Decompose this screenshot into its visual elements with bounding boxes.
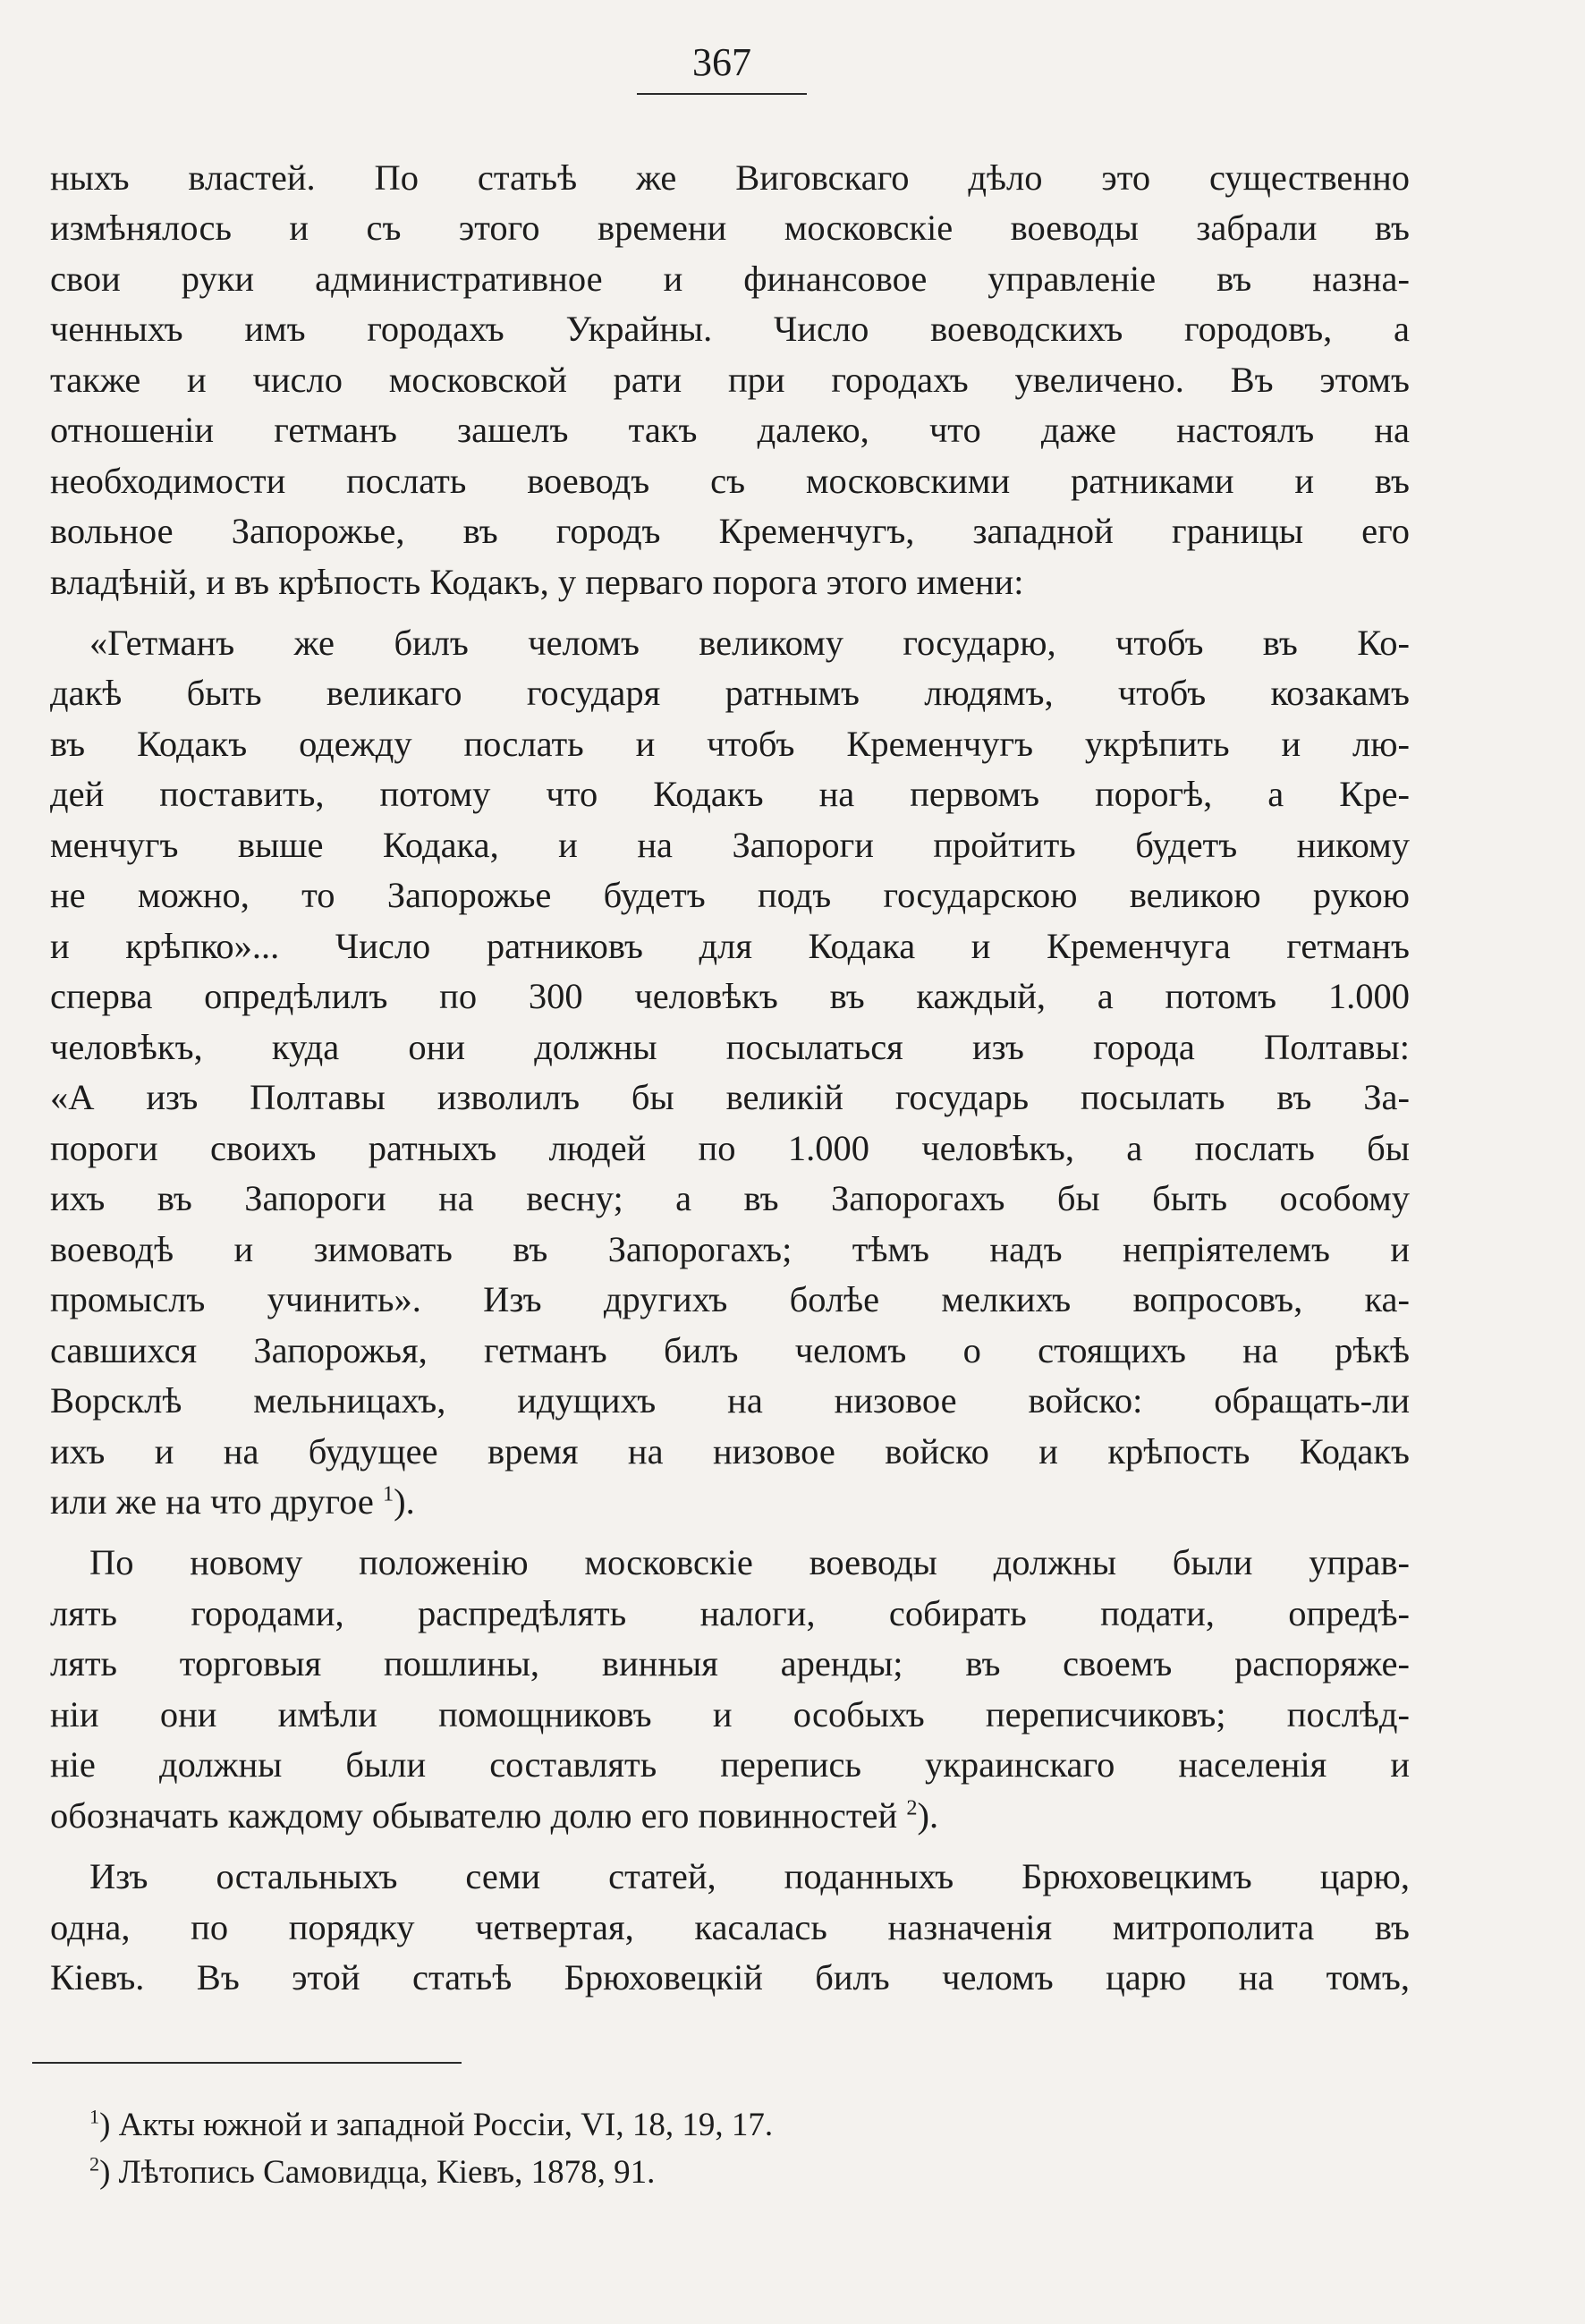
text-line: промыслъ учинить». Изъ другихъ болѣе мелкихъ вопросовъ, ка- xyxy=(50,1279,1410,1319)
text-line: также и число московской рати при городахъ увеличено. Въ этомъ xyxy=(50,360,1410,400)
footnote-ref-close: ). xyxy=(394,1481,415,1522)
footnote-marker-paren: ) xyxy=(99,2154,111,2191)
footnote-ref: 1 xyxy=(382,1481,394,1506)
text-line-content: обозначать каждому обывателю долю его повинностей xyxy=(50,1795,898,1836)
text-line: отношеніи гетманъ зашелъ такъ далеко, что даже настоялъ на xyxy=(50,410,1410,450)
text-line xyxy=(50,1476,1410,1528)
text-line: не можно, то Запорожье будетъ подъ государскою великою рукою xyxy=(50,875,1410,915)
text-line: измѣнялось и съ этого времени московскіе воеводы забрали въ xyxy=(50,208,1410,248)
footnote-marker: 2 xyxy=(89,2152,100,2176)
text-line: лять городами, распредѣлять налоги, собирать подати, опредѣ- xyxy=(50,1593,1410,1633)
text-line: пороги своихъ ратныхъ людей по 1.000 человѣкъ, а послать бы xyxy=(50,1128,1410,1168)
text-line: воеводѣ и зимовать въ Запорогахъ; тѣмъ надъ непріятелемъ и xyxy=(50,1229,1410,1269)
text-line-content: или же на что другое xyxy=(50,1481,374,1522)
footnote-text: Акты южной и западной Россіи, VI, 18, 19, 17. xyxy=(118,2107,774,2143)
footnote xyxy=(89,2150,655,2196)
text-line: владѣній, и въ крѣпость Кодакъ, у перваго порога этого имени: xyxy=(50,562,1024,602)
footnote-ref: 2 xyxy=(906,1795,918,1820)
footnote-marker-paren: ) xyxy=(99,2107,111,2143)
text-line: Кіевъ. Въ этой статьѣ Брюховецкій билъ челомъ царю на томъ, xyxy=(50,1957,1410,1997)
text-line: «А изъ Полтавы изволилъ бы великій государь посылать въ За- xyxy=(50,1077,1410,1117)
text-line: сперва опредѣлилъ по 300 человѣкъ въ каждый, а потомъ 1.000 xyxy=(50,976,1410,1016)
text-line: дей поставить, потому что Кодакъ на первомъ порогѣ, а Кре- xyxy=(50,774,1410,814)
footnote-text: Лѣтопись Самовидца, Кіевъ, 1878, 91. xyxy=(118,2154,656,2191)
text-line: ихъ въ Запороги на весну; а въ Запорогахъ бы быть особому xyxy=(50,1178,1410,1218)
text-line xyxy=(50,1790,1410,1842)
text-line: лять торговыя пошлины, винныя аренды; въ своемъ распоряже- xyxy=(50,1643,1410,1684)
text-line: человѣкъ, куда они должны посылаться изъ города Полтавы: xyxy=(50,1027,1410,1067)
text-line: въ Кодакъ одежду послать и чтобъ Кременчугъ укрѣпить и лю- xyxy=(50,724,1410,764)
text-line: менчугъ выше Кодака, и на Запороги пройтить будетъ никому xyxy=(50,825,1410,865)
text-line: необходимости послать воеводъ съ московскими ратниками и въ xyxy=(50,461,1410,501)
text-line: «Гетманъ же билъ челомъ великому государю, чтобъ въ Ко- xyxy=(89,623,1410,663)
text-line: и крѣпко»... Число ратниковъ для Кодака и Кременчуга гетманъ xyxy=(50,926,1410,966)
page-number: 367 xyxy=(692,40,751,84)
footnote-rule xyxy=(32,2062,462,2064)
text-line: ніи они имѣли помощниковъ и особыхъ переписчиковъ; послѣд- xyxy=(50,1694,1410,1735)
text-line: ченныхъ имъ городахъ Украйны. Число воеводскихъ городовъ, а xyxy=(50,309,1410,349)
page-number-rule xyxy=(637,93,807,95)
footnote-marker: 1 xyxy=(89,2105,100,2128)
text-line: Изъ остальныхъ семи статей, поданныхъ Брюховецкимъ царю, xyxy=(89,1856,1410,1896)
footnote xyxy=(89,2102,773,2149)
text-line: савшихся Запорожья, гетманъ билъ челомъ о стоящихъ на рѣкѣ xyxy=(50,1330,1410,1370)
text-line: вольное Запорожье, въ городъ Кременчугъ, западной границы его xyxy=(50,511,1410,551)
text-line: Ворсклѣ мельницахъ, идущихъ на низовое войско: обращать-ли xyxy=(50,1380,1410,1421)
text-line: дакѣ быть великаго государя ратнымъ людямъ, чтобъ козакамъ xyxy=(50,673,1410,713)
text-line: ніе должны были составлять перепись украинскаго населенія и xyxy=(50,1744,1410,1785)
text-line: одна, по порядку четвертая, касалась назначенія митрополита въ xyxy=(50,1907,1410,1947)
text-line: По новому положенію московскіе воеводы должны были управ- xyxy=(89,1542,1410,1582)
text-line: ныхъ властей. По статьѣ же Виговскаго дѣло это существенно xyxy=(50,157,1410,198)
footnote-ref-close: ). xyxy=(917,1795,939,1836)
text-line: свои руки административное и финансовое управленіе въ назна- xyxy=(50,259,1410,299)
text-line: ихъ и на будущее время на низовое войско и крѣпость Кодакъ xyxy=(50,1431,1410,1472)
